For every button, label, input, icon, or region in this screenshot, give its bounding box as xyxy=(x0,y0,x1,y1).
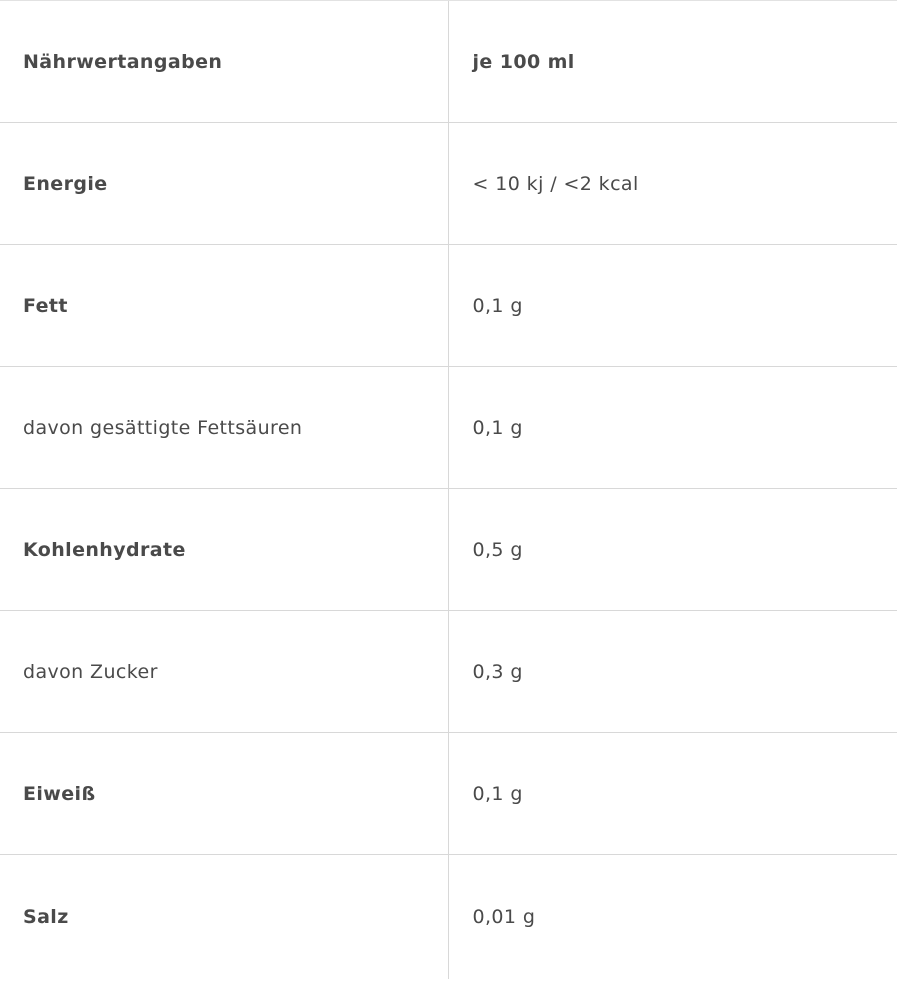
header-value: je 100 ml xyxy=(448,1,897,123)
table-header-row xyxy=(0,1,897,123)
row-value-carbohydrates: 0,5 g xyxy=(448,489,897,611)
row-value-fat: 0,1 g xyxy=(448,245,897,367)
row-value-saturated-fat: 0,1 g xyxy=(448,367,897,489)
row-label-energy: Energie xyxy=(0,123,448,245)
table-row xyxy=(0,733,897,855)
table-row xyxy=(0,123,897,245)
row-label-carbohydrates: Kohlenhydrate xyxy=(0,489,448,611)
row-label-salt: Salz xyxy=(0,855,448,979)
row-label-fat: Fett xyxy=(0,245,448,367)
table-row xyxy=(0,489,897,611)
row-value-protein: 0,1 g xyxy=(448,733,897,855)
row-label-sugar: davon Zucker xyxy=(0,611,448,733)
row-label-protein: Eiweiß xyxy=(0,733,448,855)
row-value-salt: 0,01 g xyxy=(448,855,897,979)
header-label: Nährwertangaben xyxy=(0,1,448,123)
row-value-sugar: 0,3 g xyxy=(448,611,897,733)
table-row xyxy=(0,611,897,733)
row-value-energy: < 10 kj / <2 kcal xyxy=(448,123,897,245)
table-row xyxy=(0,367,897,489)
row-label-saturated-fat: davon gesättigte Fettsäuren xyxy=(0,367,448,489)
table-row xyxy=(0,245,897,367)
table-row xyxy=(0,855,897,979)
